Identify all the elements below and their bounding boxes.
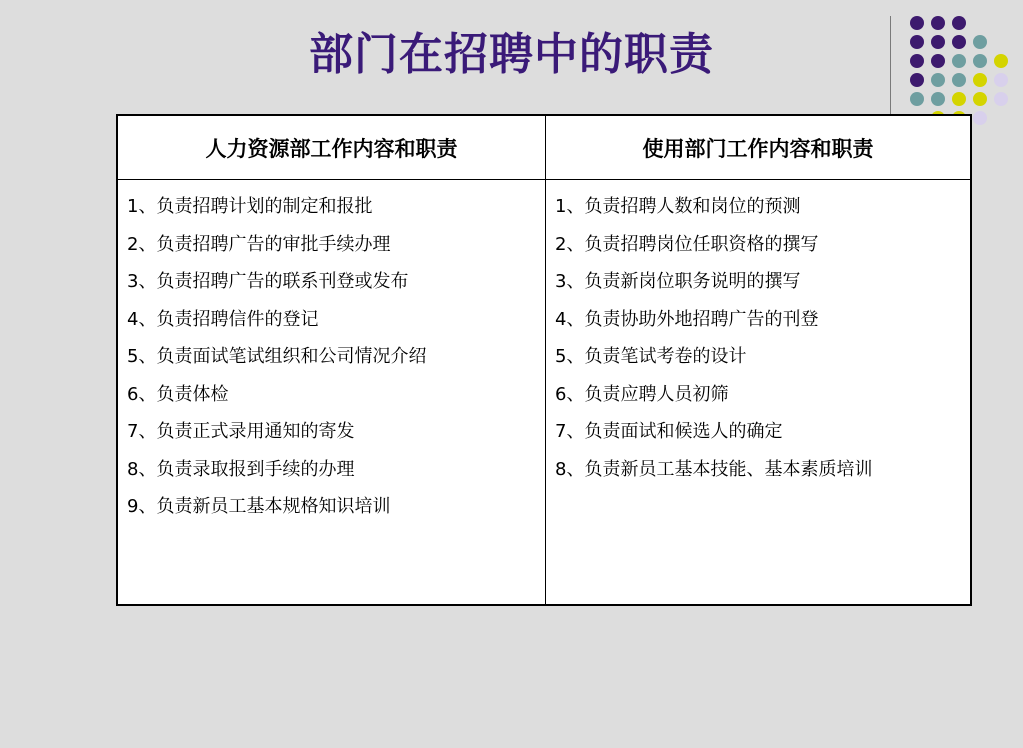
decorative-dot [973,54,987,68]
decorative-dot [973,35,987,49]
list-item: 1、负责招聘人数和岗位的预测 [555,196,801,217]
list-item: 2、负责招聘岗位任职资格的撰写 [555,233,819,255]
list-item: 9、负责新员工基本规格知识培训 [127,496,391,517]
list-item: 2、负责招聘广告的审批手续办理 [127,233,391,255]
list-item: 4、负责协助外地招聘广告的刊登 [555,308,819,330]
decorative-dot [931,16,945,30]
list-item: 4、负责招聘信件的登记 [127,308,319,330]
decorative-dot [952,73,966,87]
list-item: 8、负责录取报到手续的办理 [127,458,355,480]
decorative-dot [931,92,945,106]
decorative-dot [973,73,987,87]
decorative-dot [910,35,924,49]
decorative-dot [952,35,966,49]
decorative-dot [910,16,924,30]
decorative-dot [973,111,987,125]
decorative-dot [994,54,1008,68]
decorative-dot [931,73,945,87]
slide-title: 部门在招聘中的职责 [309,29,714,80]
list-item: 6、负责体检 [127,383,229,405]
list-item: 8、负责新员工基本技能、基本素质培训 [555,458,873,480]
decorative-dot [910,54,924,68]
department-responsibilities-list [555,188,965,488]
list-item: 3、负责新岗位职务说明的撰写 [555,271,801,292]
decorative-dot [952,16,966,30]
hr-responsibilities-list [127,188,537,526]
list-item: 5、负责面试笔试组织和公司情况介绍 [127,346,427,367]
decorative-dot [952,54,966,68]
decorative-dot [931,35,945,49]
decorative-dot [952,92,966,106]
table-header-hr: 人力资源部工作内容和职责 [205,136,458,161]
list-item: 7、负责正式录用通知的寄发 [127,421,355,442]
decorative-dot [910,92,924,106]
table-header-department: 使用部门工作内容和职责 [642,136,874,161]
decorative-dot [973,92,987,106]
column-divider [545,116,546,604]
list-item: 7、负责面试和候选人的确定 [555,421,783,442]
list-item: 1、负责招聘计划的制定和报批 [127,196,373,217]
list-item: 3、负责招聘广告的联系刊登或发布 [127,271,409,292]
decorative-dot [994,73,1008,87]
list-item: 6、负责应聘人员初筛 [555,383,729,405]
decorative-dot [931,54,945,68]
decorative-dot [994,92,1008,106]
decorative-dot [910,73,924,87]
header-row-divider [118,179,970,180]
list-item: 5、负责笔试考卷的设计 [555,346,747,367]
responsibilities-table [116,114,972,606]
